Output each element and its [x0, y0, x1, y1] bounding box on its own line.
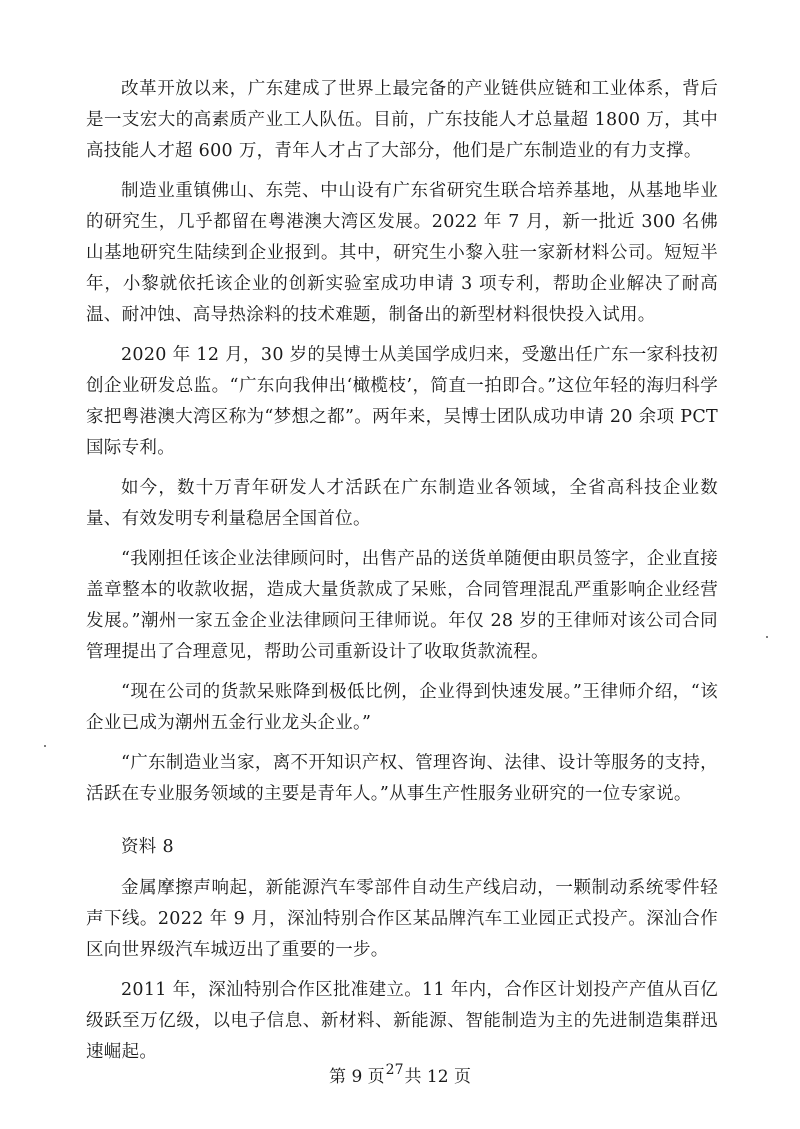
paragraph: 制造业重镇佛山、东莞、中山设有广东省研究生联合培养基地，从基地毕业的研究生，几乎都留在粤港澳大湾区发展。2022 年 7 月，新一批近 300 名佛山基地研究生陆续到企业报到。其中，研究生小黎入驻一家新材料公司。短短半年，小黎就依托该企业的创新实验室成功申请 3 项专利，帮助企业解决了耐高温、耐冲蚀、高导热涂料的技术难题，制备出的新型材料很快投入试用。 — [86, 181, 718, 325]
paragraph: 改革开放以来，广东建成了世界上最完备的产业链供应链和工业体系，背后是一支宏大的高素质产业工人队伍。目前，广东技能人才总量超 1800 万，其中高技能人才超 600 万，青年人才占了大部分，他们是广东制造业的有力支撑。 — [86, 79, 718, 161]
page-mark: 27 — [385, 1062, 404, 1078]
scan-speck — [766, 636, 768, 638]
paragraph: 如今，数十万青年研发人才活跃在广东制造业各领域，全省高科技企业数量、有效发明专利量稳居全国首位。 — [86, 478, 718, 529]
paragraph: 2020 年 12 月，30 岁的吴博士从美国学成归来，受邀出任广东一家科技初创企业研发总监。“广东向我伸出‘橄榄枝’，简直一拍即合。”这位年轻的海归科学家把粤港澳大湾区称为“梦想之都”。两年来，吴博士团队成功申请 20 余项 PCT 国际专利。 — [86, 345, 718, 458]
paragraph: “现在公司的货款呆账降到极低比例，企业得到快速发展。”王律师介绍，“该企业已成为潮州五金行业龙头企业。” — [86, 682, 718, 733]
paragraph: 2011 年，深汕特别合作区批准建立。11 年内，合作区计划投产产值从百亿级跃至万亿级，以电子信息、新材料、新能源、智能制造为主的先进制造集群迅速崛起。 — [86, 980, 718, 1062]
page-number-right: 共 12 页 — [404, 1067, 471, 1087]
page-footer — [0, 1062, 800, 1087]
paragraph: “广东制造业当家，离不开知识产权、管理咨询、法律、设计等服务的支持，活跃在专业服务领域的主要是青年人。”从事生产性服务业研究的一位专家说。 — [86, 753, 718, 804]
page-number-left: 第 9 页 — [329, 1067, 385, 1087]
scan-speck — [44, 745, 46, 747]
section-label: 资料 8 — [121, 837, 174, 857]
paragraph: 金属摩擦声响起，新能源汽车零部件自动生产线启动，一颗制动系统零件轻声下线。2022 年 9 月，深汕特别合作区某品牌汽车工业园正式投产。深汕合作区向世界级汽车城迈出了重要的一步。 — [86, 878, 718, 960]
body-text — [86, 74, 718, 1068]
paragraph: “我刚担任该企业法律顾问时，出售产品的送货单随便由职员签字，企业直接盖章整本的收款收据，造成大量货款成了呆账，合同管理混乱严重影响企业经营发展。”潮州一家五金企业法律顾问王律师说。年仅 28 岁的王律师对该公司合同管理提出了合理意见，帮助公司重新设计了收取货款流程。 — [86, 549, 718, 662]
